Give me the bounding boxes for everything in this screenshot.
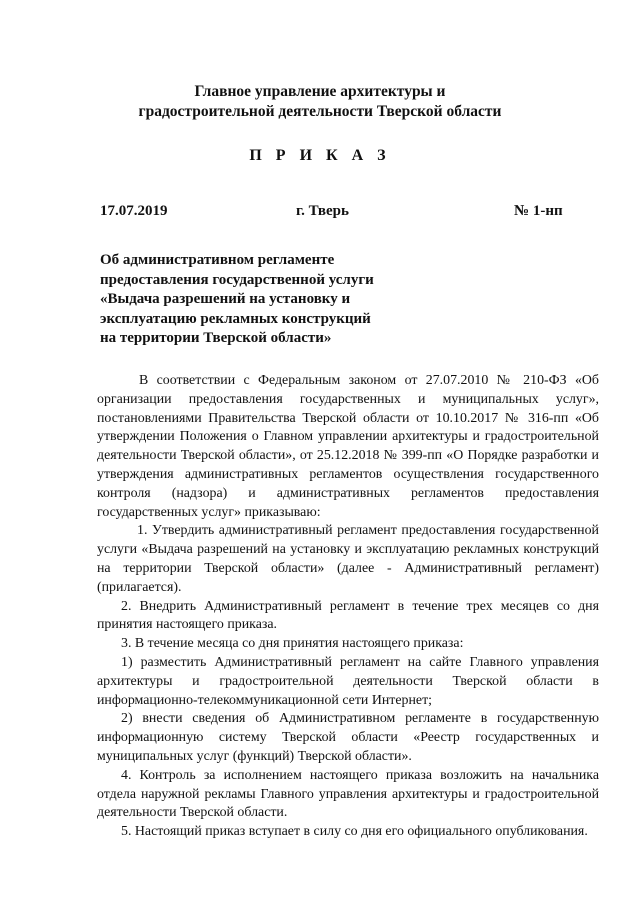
- document-subject: [100, 251, 420, 349]
- document-body: [97, 372, 599, 842]
- subject-line: Об административном регламенте: [100, 252, 335, 268]
- subject-line: на территории Тверской области»: [100, 330, 332, 347]
- order-item-5: 5. Настоящий приказ вступает в силу со дня его официального опубликования.: [121, 824, 588, 840]
- document-type-title: П Р И К А З: [249, 147, 391, 164]
- order-item-1: 1. Утвердить административный регламент предоставления государственной услуги «Выдача разрешений на установку и эксплуатацию рекламных конструкций на территории Тверской области» (далее - Административный регламент) (прилагается).: [97, 523, 599, 595]
- document-city: г. Тверь: [296, 203, 349, 219]
- issuing-authority-line-1: Главное управление архитектуры и: [194, 83, 446, 100]
- order-item-4: 4. Контроль за исполнением настоящего приказа возложить на начальника отдела наружной рекламы Главного управления архитектуры и градостроительной деятельности Тверской области.: [97, 767, 599, 821]
- order-item-3-1: 1) разместить Административный регламент на сайте Главного управления архитектуры и градостроительной деятельности Тверской области в информационно-телекоммуникационной сети Интернет;: [97, 654, 599, 708]
- issuing-authority: [0, 82, 640, 122]
- document-number: № 1-нп: [514, 203, 563, 219]
- issuing-authority-line-2: градостроительной деятельности Тверской области: [138, 103, 502, 120]
- order-item-3: 3. В течение месяца со дня принятия настоящего приказа:: [121, 636, 464, 652]
- subject-line: «Выдача разрешений на установку и: [100, 291, 351, 308]
- document-date: 17.07.2019: [100, 203, 168, 219]
- order-item-3-2: 2) внести сведения об Административном регламенте в государственную информационную систему Тверской области «Реестр государственных и муниципальных услуг (функций) Тверской области».: [97, 711, 599, 764]
- subject-line: предоставления государственной услуги: [100, 271, 374, 288]
- preamble-paragraph: В соответствии с Федеральным законом от 27.07.2010 № 210-ФЗ «Об организации предоставления государственных и муниципальных услуг», постановлениями Правительства Тверской области от 10.10.2017 № 316-пп «Об утверждении Положения о Главном управлении архитектуры и градостроительной деятельности Тверской области», от 25.12.2018 № 399-пп «О Порядке разработки и утверждения административных регламентов осуществления государственного контроля (надзора) и административных регламентов предоставления государственных услуг» приказываю:: [97, 373, 599, 520]
- subject-line: эксплуатацию рекламных конструкций: [100, 310, 371, 327]
- order-item-2: 2. Внедрить Административный регламент в течение трех месяцев со дня принятия настоящего приказа.: [97, 598, 599, 633]
